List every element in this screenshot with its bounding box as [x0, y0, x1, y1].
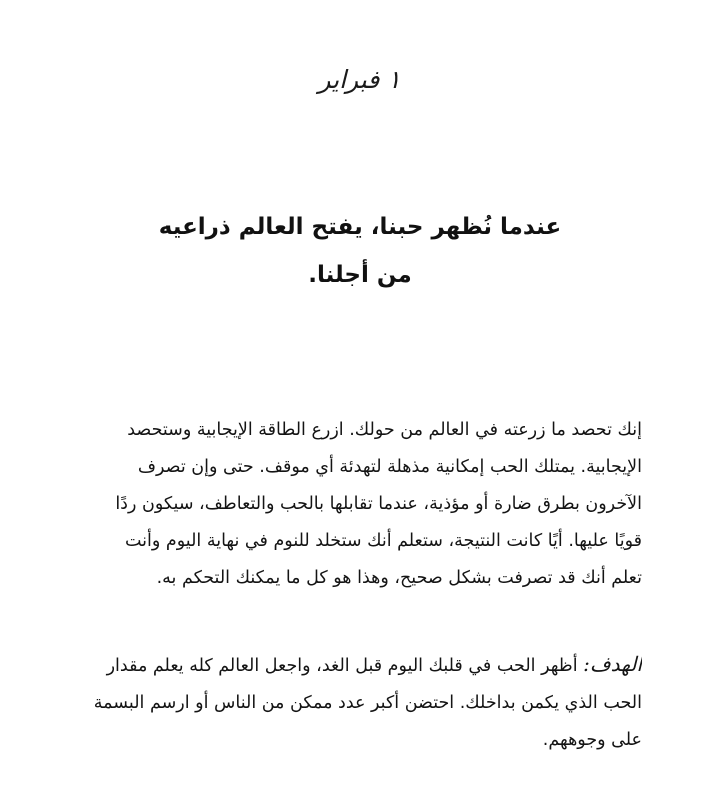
goal-paragraph: [82, 646, 642, 759]
quote-line: عندما نُظهر حبنا، يفتح العالم ذراعيه: [158, 214, 562, 240]
goal-line: [82, 646, 642, 685]
goal-first-line-text: أظهر الحب في قلبك اليوم قبل الغد، واجعل العالم كله يعلم مقدار: [106, 656, 584, 676]
goal-line: على وجوههم.: [542, 730, 642, 750]
body-line: قويًا عليها. أيًا كانت النتيجة، ستعلم أنك ستخلد للنوم في نهاية اليوم وأنت: [125, 531, 642, 551]
quote-line: من أجلنا.: [308, 262, 412, 288]
body-line: الإيجابية. يمتلك الحب إمكانية مذهلة لتهدئة أي موقف. حتى وإن تصرف: [137, 457, 642, 477]
daily-quote: [120, 203, 600, 299]
body-line: تعلم أنك قد تصرفت بشكل صحيح، وهذا هو كل ما يمكنك التحكم به.: [156, 568, 642, 588]
page-date: ١ فبراير: [318, 65, 401, 94]
body-paragraph: [82, 412, 642, 597]
body-line: الآخرون بطرق ضارة أو مؤذية، عندما تقابلها بالحب والتعاطف، سيكون ردًا: [115, 494, 642, 514]
goal-line: الحب الذي يكمن بداخلك. احتضن أكبر عدد ممكن من الناس أو ارسم البسمة: [93, 693, 642, 713]
body-line: إنك تحصد ما زرعته في العالم من حولك. ازرع الطاقة الإيجابية وستحصد: [127, 420, 642, 440]
goal-label: الهدف:: [583, 652, 642, 676]
